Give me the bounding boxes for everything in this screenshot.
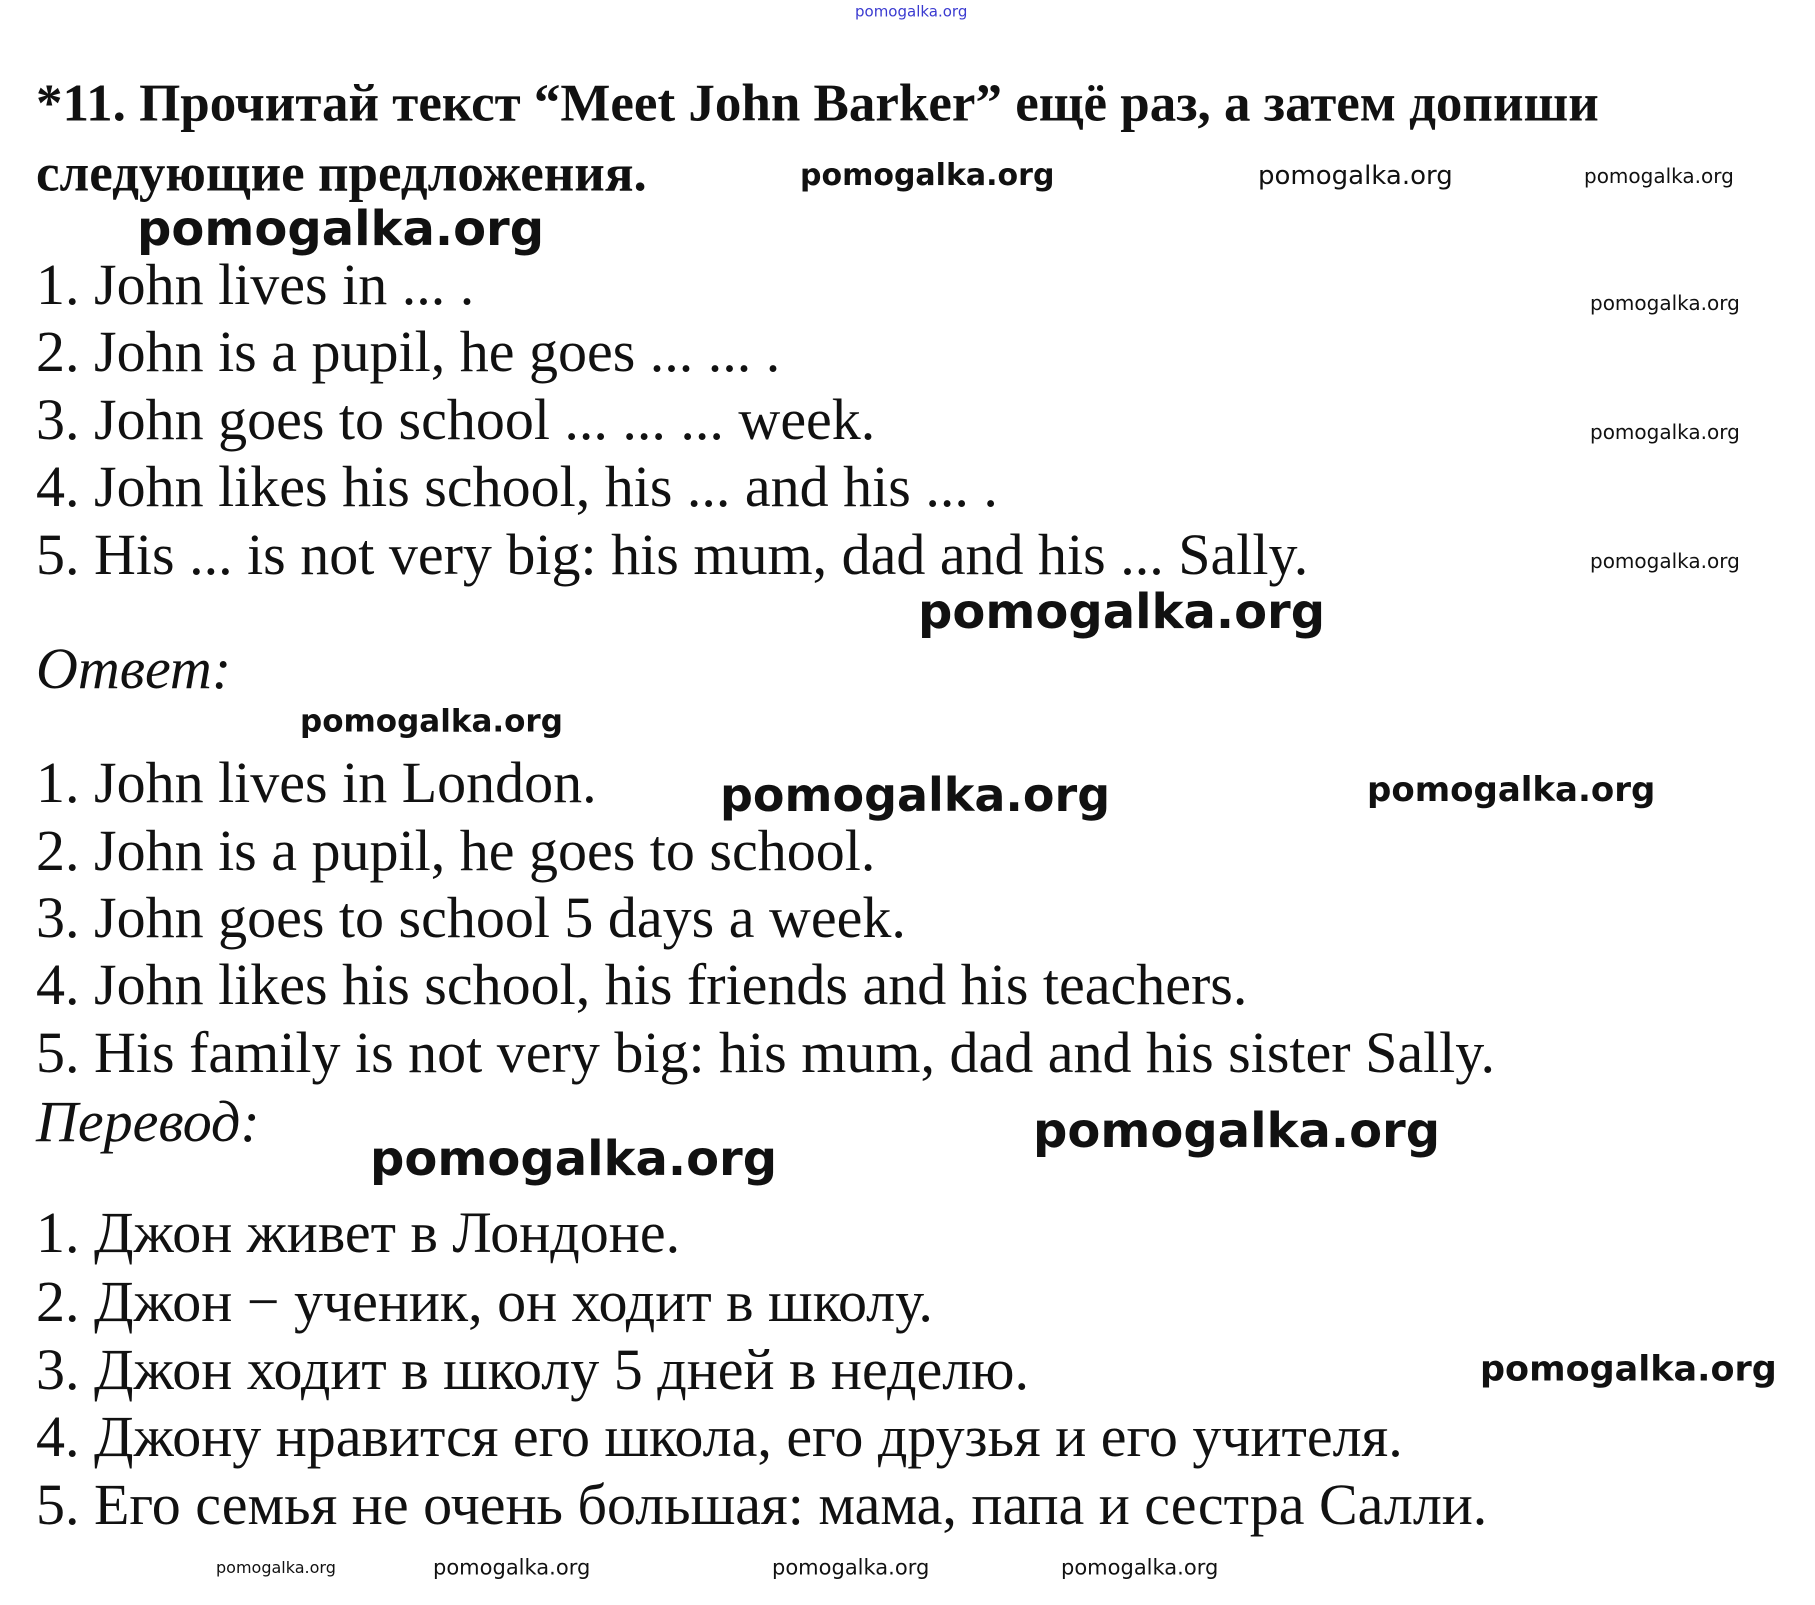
task-title-line2: следующие предложения. <box>36 144 647 203</box>
watermark: pomogalka.org <box>800 158 1055 193</box>
watermark: pomogalka.org <box>1480 1349 1777 1390</box>
task-item: 5. His ... is not very big: his mum, dad and his ... Sally. <box>36 522 1309 587</box>
translation-item: 1. Джон живет в Лондоне. <box>36 1200 681 1265</box>
watermark: pomogalka.org <box>1033 1103 1441 1159</box>
watermark: pomogalka.org <box>772 1555 930 1580</box>
task-item: 3. John goes to school ... ... ... week. <box>36 387 876 452</box>
answer-item: 3. John goes to school 5 days a week. <box>36 885 906 950</box>
task-item: 2. John is a pupil, he goes ... ... . <box>36 319 781 384</box>
watermark: pomogalka.org <box>1590 549 1740 573</box>
watermark: pomogalka.org <box>1584 164 1734 188</box>
watermark: pomogalka.org <box>720 768 1111 822</box>
watermark: pomogalka.org <box>370 1131 778 1187</box>
watermark: pomogalka.org <box>137 201 545 257</box>
watermark: pomogalka.org <box>433 1555 591 1580</box>
watermark: pomogalka.org <box>216 1558 336 1577</box>
answer-heading: Ответ: <box>36 636 232 701</box>
watermark: pomogalka.org <box>300 703 563 740</box>
watermark: pomogalka.org <box>918 584 1326 640</box>
task-item: 4. John likes his school, his ... and his ... . <box>36 454 998 519</box>
watermark: pomogalka.org <box>1367 770 1656 810</box>
answer-item: 2. John is a pupil, he goes to school. <box>36 818 876 883</box>
watermark: pomogalka.org <box>1590 420 1740 444</box>
answer-item: 1. John lives in London. <box>36 750 597 815</box>
translation-item: 2. Джон − ученик, он ходит в школу. <box>36 1269 933 1334</box>
watermark: pomogalka.org <box>1590 291 1740 315</box>
watermark: pomogalka.org <box>1258 161 1453 191</box>
watermark: pomogalka.org <box>1061 1555 1219 1580</box>
translation-heading: Перевод: <box>36 1089 260 1154</box>
answer-item: 4. John likes his school, his friends and his teachers. <box>36 952 1248 1017</box>
watermark: pomogalka.org <box>855 2 968 21</box>
answer-item: 5. His family is not very big: his mum, dad and his sister Sally. <box>36 1020 1496 1085</box>
task-title-line1: *11. Прочитай текст “Meet John Barker” ещё раз, а затем допиши <box>36 74 1599 133</box>
translation-item: 5. Его семья не очень большая: мама, папа и сестра Салли. <box>36 1472 1488 1537</box>
translation-item: 3. Джон ходит в школу 5 дней в неделю. <box>36 1337 1029 1402</box>
task-item: 1. John lives in ... . <box>36 252 475 317</box>
translation-item: 4. Джону нравится его школа, его друзья и его учителя. <box>36 1404 1403 1469</box>
